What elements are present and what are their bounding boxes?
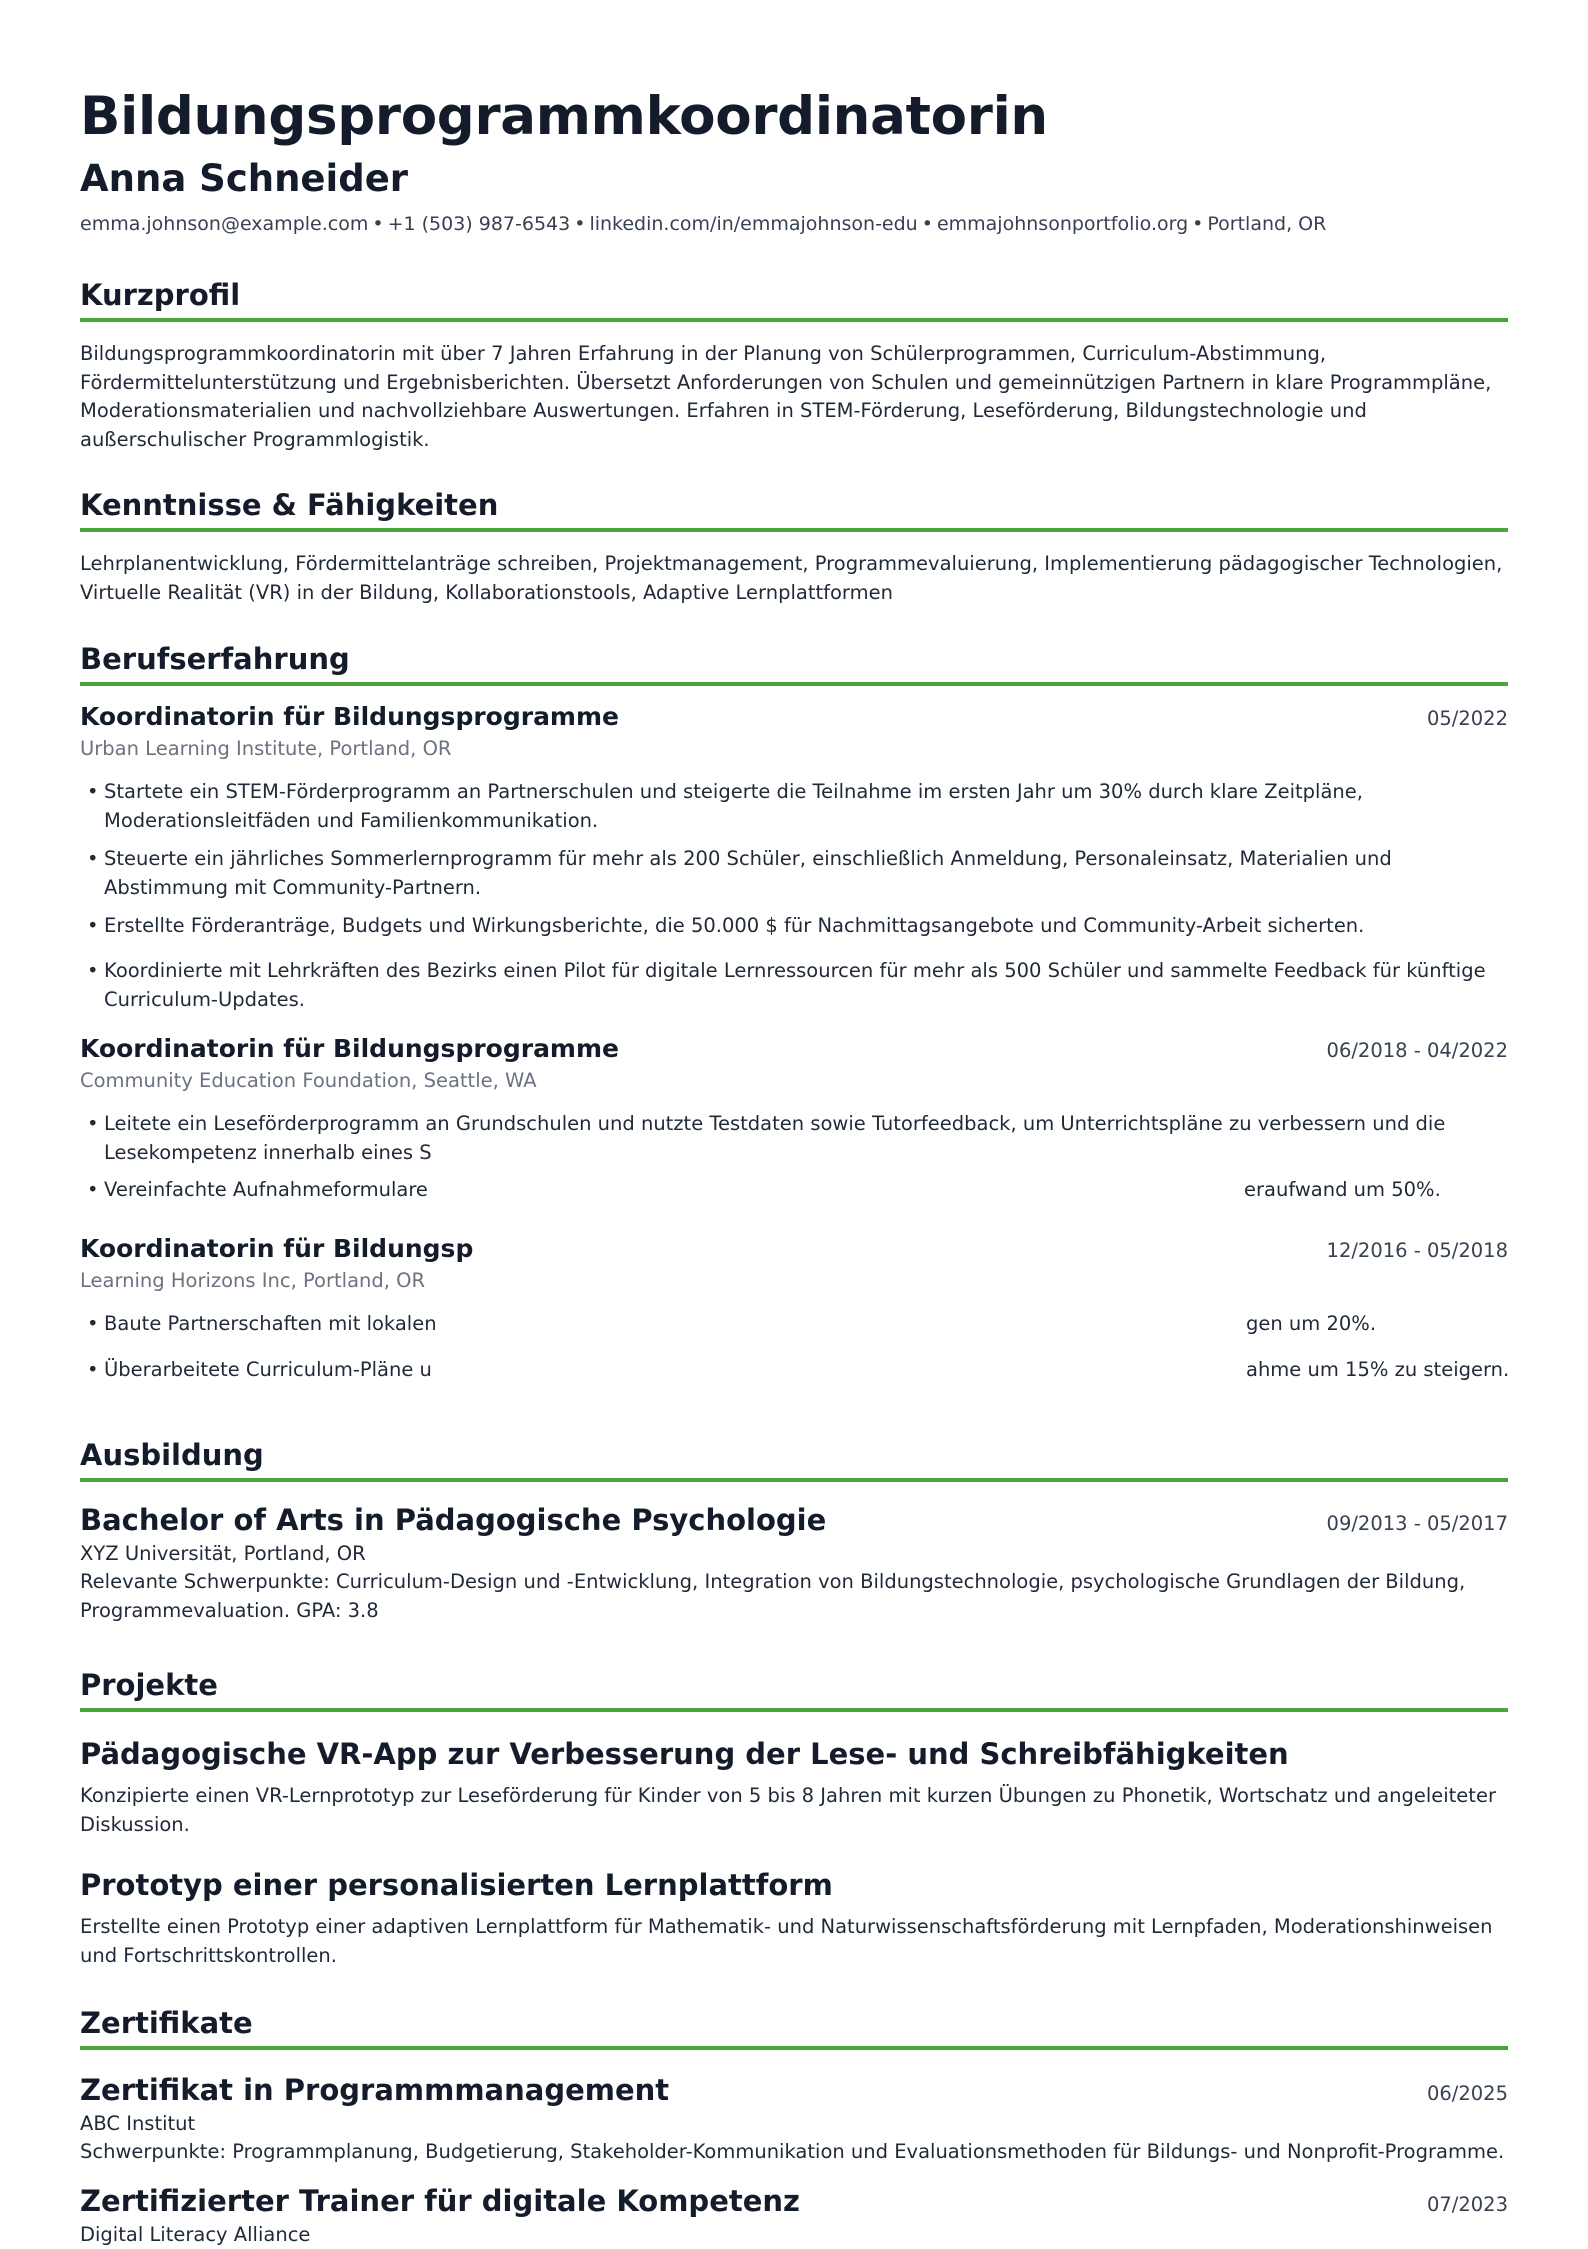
section-title: Zertifikate: [80, 2006, 253, 2040]
section-header: [80, 276, 1508, 322]
email-link[interactable]: emma.johnson@example.com: [80, 213, 369, 235]
bullet-dot: •: [87, 1358, 99, 1381]
bullet-dot: •: [87, 914, 99, 937]
bullet-list: [80, 912, 1508, 941]
bullet-list: [80, 845, 1508, 902]
contact-line: [80, 210, 1508, 238]
school: XYZ Universität, Portland, OR: [80, 1542, 366, 1565]
position-date: 05/2022: [1426, 707, 1508, 730]
experience-entry: [80, 700, 1508, 764]
profile-section: [80, 276, 1508, 454]
experience-entry: [80, 1032, 1508, 1096]
position-date: 12/2016 - 05/2018: [1326, 1239, 1508, 1262]
certificate-issuer: Digital Literacy Alliance: [80, 2222, 311, 2246]
education-date: 09/2013 - 05/2017: [1326, 1512, 1508, 1535]
bullet-dot: •: [87, 1178, 99, 1201]
bullet-item: • Startete ein STEM-Förderprogramm an Partnerschulen und steigerte die Teilnahme im ersten Jahr um 30% durch klare Zeitpläne, Moderationsleitfäden und Familienkommunikation.: [87, 780, 1363, 832]
section-header: [80, 1666, 1508, 1712]
portfolio-link[interactable]: emmajohnsonportfolio.org: [936, 213, 1189, 235]
degree-title: Bachelor of Arts in Pädagogische Psychologie: [80, 1503, 827, 1537]
certificate-title: Zertifizierter Trainer für digitale Kompetenz: [80, 2183, 800, 2218]
certificate-date: 07/2023: [1426, 2192, 1508, 2216]
candidate-name: Anna Schneider: [80, 157, 409, 200]
education-section: [80, 1436, 1508, 1625]
position-title: Koordinatorin für Bildungsprogramme: [80, 1034, 619, 1063]
separator: •: [574, 213, 586, 235]
certificate-text: Schwerpunkte: Programmplanung, Budgetierung, Stakeholder-Kommunikation und Evaluationsmethoden für Bildungs- und Nonprofit-Programme.: [80, 2140, 1505, 2163]
bullet-fragment: eraufwand um 50%.: [1244, 1178, 1441, 1201]
employer: Learning Horizons Inc, Portland, OR: [80, 1269, 426, 1292]
bullet-item: • Erstellte Förderanträge, Budgets und Wirkungsberichte, die 50.000 $ für Nachmittagsangebote und Community-Arbeit sicherten.: [80, 912, 1508, 941]
employer: Community Education Foundation, Seattle, WA: [80, 1069, 537, 1092]
section-title: Berufserfahrung: [80, 642, 350, 676]
project-entry: [80, 1865, 1508, 1970]
bullet-fragment: ahme um 15% zu steigern.: [1246, 1358, 1510, 1381]
bullet-item: • Baute Partnerschaften mit lokalen: [80, 1310, 1508, 1339]
bullet-item: • Vereinfachte Aufnahmeformulare: [80, 1176, 1508, 1205]
certificate-entry: [80, 2070, 1508, 2167]
section-header: [80, 640, 1508, 686]
section-title: Ausbildung: [80, 1438, 264, 1472]
experience-entry: [80, 1232, 1508, 1296]
experience-section: [80, 640, 1508, 686]
certificate-title: Zertifikat in Programmmanagement: [80, 2073, 670, 2107]
section-title: Kenntnisse & Fähigkeiten: [80, 488, 499, 522]
bullet-list: [80, 778, 1508, 835]
bullet-item: • Überarbeitete Curriculum-Pläne u: [80, 1356, 1508, 1385]
separator: •: [921, 213, 933, 235]
bullet-dot: •: [87, 780, 99, 803]
separator: •: [1192, 213, 1204, 235]
certificate-date: 06/2025: [1426, 2082, 1508, 2105]
phone-number[interactable]: +1 (503) 987-6543: [387, 213, 571, 235]
profile-text: Bildungsprogrammkoordinatorin mit über 7 Jahren Erfahrung in der Planung von Schülerprogrammen, Curriculum-Abstimmung, Fördermittelunterstützung und Ergebnisberichten. Übersetzt Anforderungen von Schulen und gemeinnützigen Partnern in klare Programmpläne, Moderationsmaterialien und nachvollziehbare Auswertungen. Erfahren in STEM-Förderung, Leseförderung, Bildungstechnologie und außerschulischer Programmlogistik.: [80, 342, 1492, 451]
bullet-item: • Leitete ein Leseförderprogramm an Grundschulen und nutzte Testdaten sowie Tutorfeedback, um Unterrichtspläne zu verbessern und die Lesekompetenz innerhalb eines S: [87, 1112, 1446, 1164]
section-title: Kurzprofil: [80, 278, 241, 312]
employer: Urban Learning Institute, Portland, OR: [80, 737, 452, 760]
project-text: Erstellte einen Prototyp einer adaptiven Lernplattform für Mathematik- und Naturwissenschaftsförderung mit Lernpfaden, Moderationshinweisen und Fortschrittskontrollen.: [80, 1915, 1493, 1967]
certificate-entry: [80, 2181, 1508, 2249]
project-text: Konzipierte einen VR-Lernprototyp zur Leseförderung für Kinder von 5 bis 8 Jahren mit kurzen Übungen zu Phonetik, Wortschatz und angeleiteter Diskussion.: [80, 1784, 1496, 1836]
position-date: 06/2018 - 04/2022: [1326, 1039, 1508, 1062]
skills-section: [80, 486, 1508, 607]
section-header: [80, 2004, 1508, 2050]
bullet-dot: •: [87, 847, 99, 870]
location: Portland, OR: [1207, 213, 1327, 235]
education-details: Relevante Schwerpunkte: Curriculum-Design und -Entwicklung, Integration von Bildungstechnologie, psychologische Grundlagen der Bildung, Programmevaluation. GPA: 3.8: [80, 1570, 1466, 1622]
skills-text: Lehrplanentwicklung, Fördermittelanträge schreiben, Projektmanagement, Programmevaluierung, Implementierung pädagogischer Technologien, Virtuelle Realität (VR) in der Bildung, Kollaborationstools, Adaptive Lernplattformen: [80, 552, 1503, 604]
bullet-dot: •: [87, 1112, 99, 1135]
projects-section: [80, 1666, 1508, 1970]
bullet-item: • Steuerte ein jährliches Sommerlernprogramm für mehr als 200 Schüler, einschließlich Anmeldung, Personaleinsatz, Materialien und Abstimmung mit Community-Partnern.: [87, 847, 1392, 899]
linkedin-link[interactable]: linkedin.com/in/emmajohnson-edu: [589, 213, 918, 235]
position-title: Koordinatorin für Bildungsprogramme: [80, 702, 619, 731]
certificates-section: [80, 2004, 1508, 2249]
bullet-dot: •: [87, 1312, 99, 1335]
bullet-list: [80, 957, 1508, 1014]
bullet-list: [80, 1110, 1508, 1167]
bullet-item: • Koordinierte mit Lehrkräften des Bezirks einen Pilot für digitale Lernressourcen für mehr als 500 Schüler und sammelte Feedback für künftige Curriculum-Updates.: [87, 959, 1486, 1011]
separator: •: [372, 213, 384, 235]
section-header: [80, 1436, 1508, 1482]
job-title: Bildungsprogrammkoordinatorin: [80, 86, 1048, 147]
project-title: Prototyp einer personalisierten Lernplattform: [80, 1868, 833, 1902]
section-title: Projekte: [80, 1668, 218, 1702]
bullet-fragment: gen um 20%.: [1246, 1312, 1377, 1335]
section-header: [80, 486, 1508, 532]
project-title: Pädagogische VR-App zur Verbesserung der Lese- und Schreibfähigkeiten: [80, 1737, 1289, 1771]
project-entry: [80, 1734, 1508, 1839]
certificate-issuer: ABC Institut: [80, 2112, 196, 2135]
bullet-dot: •: [87, 959, 99, 982]
position-title: Koordinatorin für Bildungsp: [80, 1234, 474, 1263]
